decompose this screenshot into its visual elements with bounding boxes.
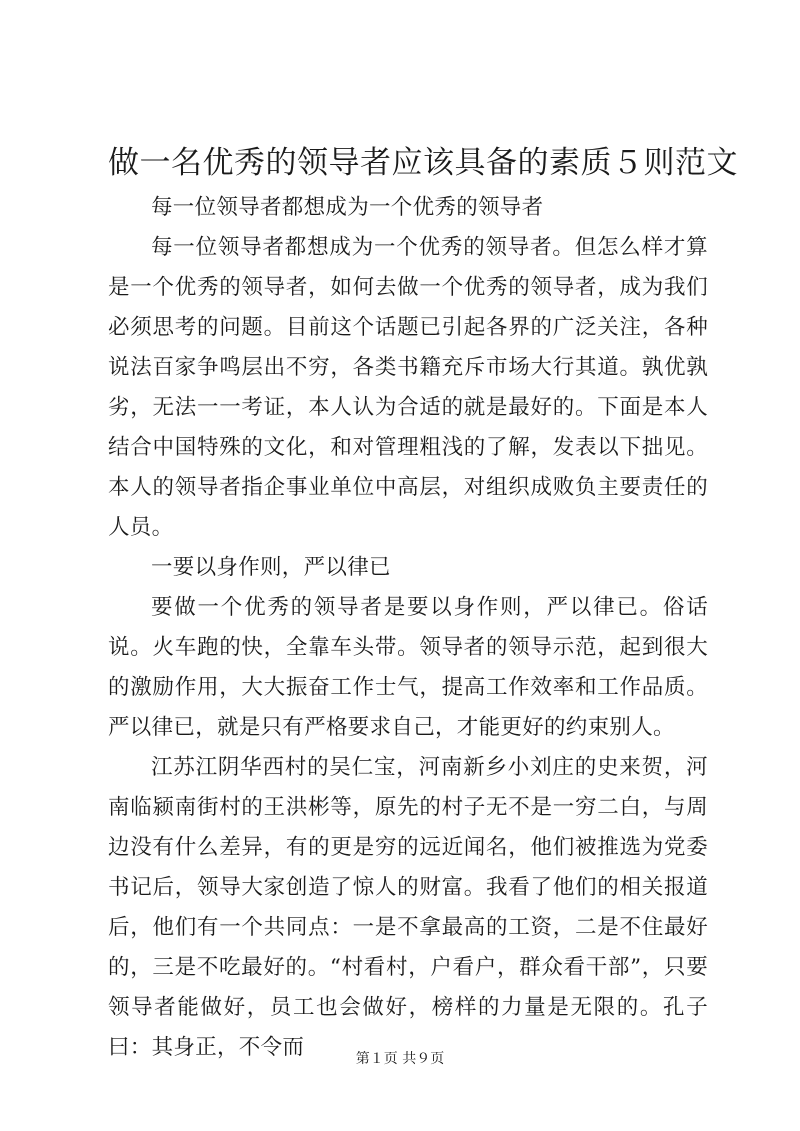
body-paragraph: 要做一个优秀的领导者是要以身作则，严以律已。俗话说。火车跑的快，全靠车头带。领导者的领导示范，起到很大的激励作用，大大振奋工作士气，提高工作效率和工作品质。严以律已，就是只有严格要求自己，才能更好的约束别人。 [108, 595, 708, 740]
section-heading: 一要以身作则，严以律已 [151, 555, 391, 580]
section-heading: 每一位领导者都想成为一个优秀的领导者 [151, 195, 544, 220]
body-paragraph: 每一位领导者都想成为一个优秀的领导者。但怎么样才算是一个优秀的领导者，如何去做一个优秀的领导者，成为我们必须思考的问题。目前这个话题已引起各界的广泛关注，各种说法百家争鸣层出不穷，各类书籍充斥市场大行其道。孰优孰劣，无法一一考证，本人认为合适的就是最好的。下面是本人结合中国特殊的文化，和对管理粗浅的了解，发表以下拙见。本人的领导者指企事业单位中高层，对组织成败负主要责任的人员。 [108, 235, 708, 540]
document-body [108, 188, 708, 1068]
body-paragraph: 江苏江阴华西村的吴仁宝，河南新乡小刘庄的史来贺，河南临颍南街村的王洪彬等，原先的村子无不是一穷二白，与周边没有什么差异，有的更是穷的远近闻名，他们被推选为党委书记后，领导大家创造了惊人的财富。我看了他们的相关报道后，他们有一个共同点：一是不拿最高的工资，二是不住最好的，三是不吃最好的。“村看村，户看户，群众看干部”，只要领导者能做好，员工也会做好，榜样的力量是无限的。孔子曰：其身正，不令而 [108, 755, 708, 1060]
page-number-footer: 第１页 共９页 [355, 1051, 445, 1067]
document-title: 做一名优秀的领导者应该具备的素质５则范文 [108, 145, 738, 181]
